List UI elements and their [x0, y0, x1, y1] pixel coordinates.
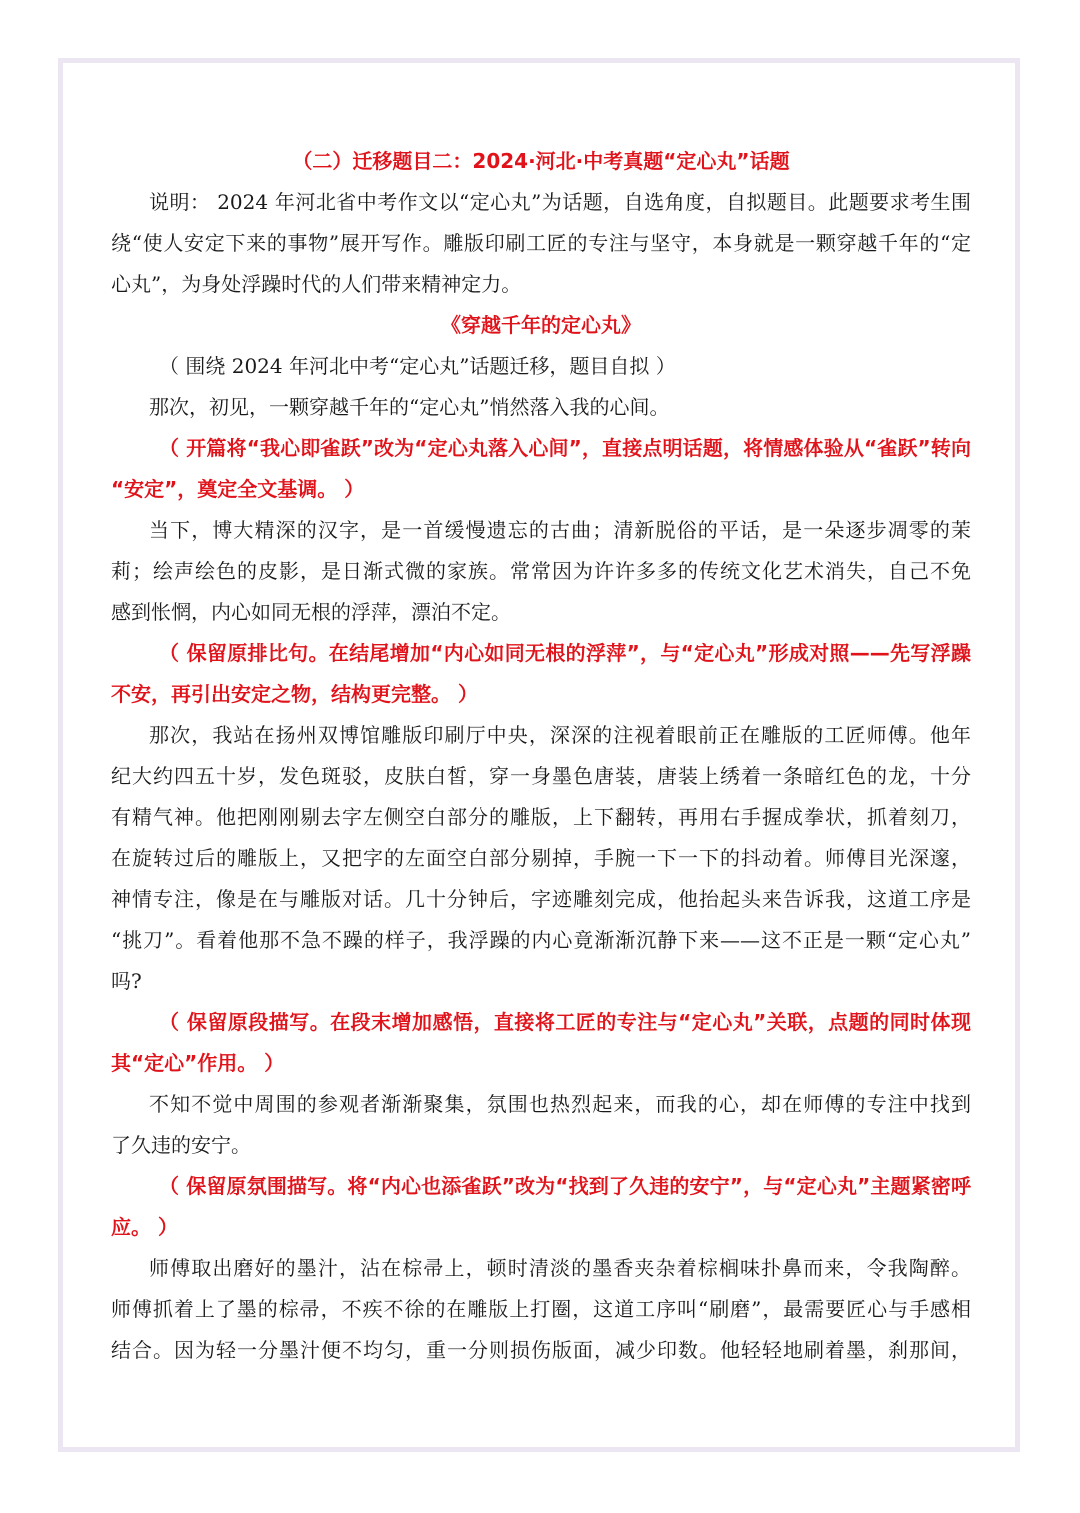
text-line: 纪大约四五十岁，发色斑驳，皮肤白皙，穿一身墨色唐装，唐装上绣着一条暗红色的龙，十分	[111, 764, 971, 788]
essay-paragraph-1	[111, 387, 971, 428]
text-line: 莉；绘声绘色的皮影，是日渐式微的家族。常常因为许许多多的传统文化艺术消失，自己不免	[111, 559, 971, 583]
text-line: 不知不觉中周围的参观者渐渐聚集，氛围也热烈起来，而我的心，却在师傅的专注中找到	[149, 1092, 971, 1116]
subtitle-note: （ 围绕 2024 年河北中考“定心丸”话题迁移，题目自拟 ）	[159, 354, 676, 378]
comment-line: （ 开篇将“我心即雀跃”改为“定心丸落入心间”，直接点明话题，将情感体验从“雀跃”转向	[159, 436, 971, 460]
section-heading: （二）迁移题目二：2024·河北·中考真题“定心丸”话题	[292, 149, 790, 173]
essay-paragraph-3	[111, 715, 971, 1002]
comment-line: 其“定心”作用。 ）	[111, 1051, 285, 1075]
explanation-paragraph	[111, 182, 971, 305]
document-body	[111, 141, 971, 1371]
comment-2	[111, 633, 971, 715]
text-line: 那次，初见，一颗穿越千年的“定心丸”悄然落入我的心间。	[149, 395, 670, 419]
essay-title: 《穿越千年的定心丸》	[441, 313, 641, 337]
comment-line: “安定”，奠定全文基调。 ）	[111, 477, 365, 501]
comment-3	[111, 1002, 971, 1084]
comment-line: （ 保留原氛围描写。将“内心也添雀跃”改为“找到了久违的安宁”，与“定心丸”主题紧密呼	[159, 1174, 971, 1198]
text-line: 当下，博大精深的汉字，是一首缓慢遗忘的古曲；清新脱俗的平话，是一朵逐步凋零的茉	[149, 518, 971, 542]
comment-line: 应。 ）	[111, 1215, 178, 1239]
comment-line: （ 保留原排比句。在结尾增加“内心如同无根的浮萍”，与“定心丸”形成对照——先写浮躁	[159, 641, 971, 665]
text-line: 那次，我站在扬州双博馆雕版印刷厅中央，深深的注视着眼前正在雕版的工匠师傅。他年	[149, 723, 971, 747]
text-line: 在旋转过后的雕版上，又把字的左面空白部分剔掉，手腕一下一下的抖动着。师傅目光深邃，	[111, 846, 971, 870]
comment-4	[111, 1166, 971, 1248]
text-line: 心丸”，为身处浮躁时代的人们带来精神定力。	[111, 272, 522, 296]
text-line: 结合。因为轻一分墨汁便不均匀，重一分则损伤版面，减少印数。他轻轻地刷着墨，刹那间，	[111, 1338, 971, 1362]
essay-paragraph-4	[111, 1084, 971, 1166]
essay-paragraph-5	[111, 1248, 971, 1371]
text-line: 师傅抓着上了墨的棕帚，不疾不徐的在雕版上打圈，这道工序叫“刷磨”，最需要匠心与手感相	[111, 1297, 971, 1321]
text-line: 吗?	[111, 969, 142, 993]
comment-line: 不安，再引出安定之物，结构更完整。 ）	[111, 682, 478, 706]
text-line: 说明： 2024 年河北省中考作文以“定心丸”为话题，自选角度，自拟题目。此题要求考生围	[149, 190, 971, 214]
comment-1	[111, 428, 971, 510]
text-line: 绕“使人安定下来的事物”展开写作。雕版印刷工匠的专注与坚守，本身就是一颗穿越千年的“定	[111, 231, 971, 255]
text-line: 师傅取出磨好的墨汁，沾在棕帚上，顿时清淡的墨香夹杂着棕榈味扑鼻而来，令我陶醉。	[149, 1256, 971, 1280]
comment-line: （ 保留原段描写。在段末增加感悟，直接将工匠的专注与“定心丸”关联，点题的同时体现	[159, 1010, 971, 1034]
text-line: 神情专注，像是在与雕版对话。几十分钟后，字迹雕刻完成，他抬起头来告诉我，这道工序是	[111, 887, 971, 911]
essay-paragraph-2	[111, 510, 971, 633]
text-line: “挑刀”。看着他那不急不躁的样子，我浮躁的内心竟渐渐沉静下来——这不正是一颗“定心丸”	[111, 928, 971, 952]
text-line: 感到怅惘，内心如同无根的浮萍，漂泊不定。	[111, 600, 511, 624]
text-line: 了久违的安宁。	[111, 1133, 251, 1157]
text-line: 有精气神。他把刚刚剔去字左侧空白部分的雕版，上下翻转，再用右手握成拳状，抓着刻刀，	[111, 805, 971, 829]
